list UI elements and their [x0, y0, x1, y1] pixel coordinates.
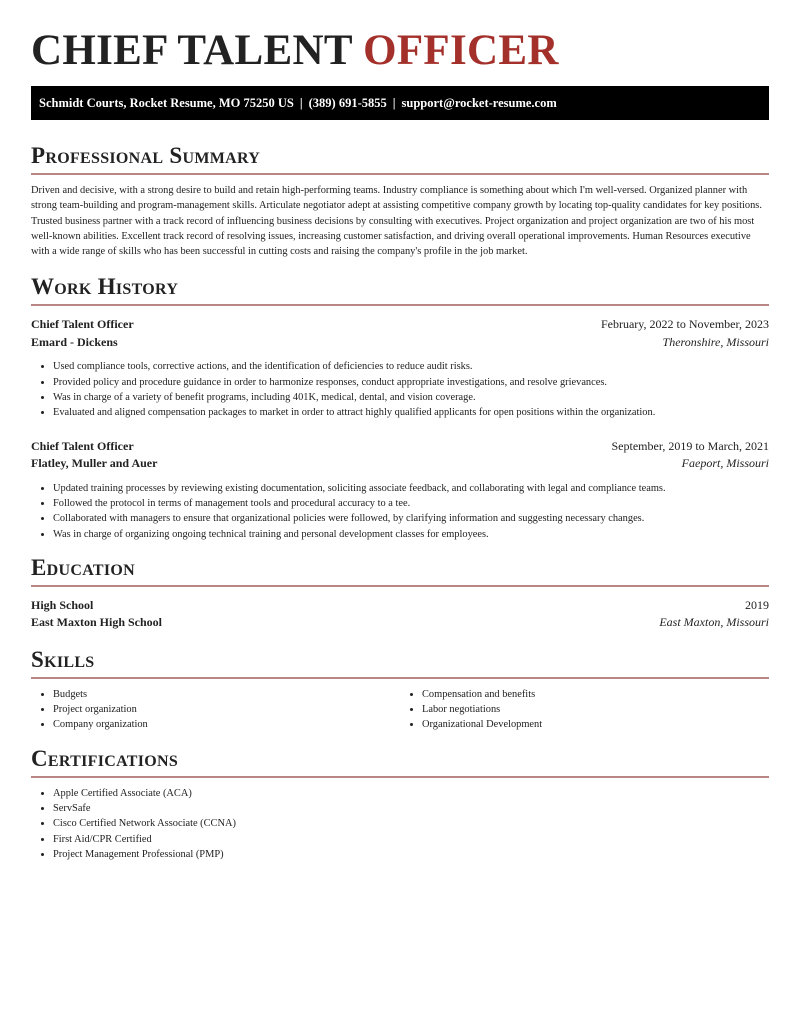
title-main: CHIEF TALENT [31, 27, 353, 74]
job-bullet: • Used compliance tools, corrective actions, and the identification of deficiencies to reduce audit risks. [53, 359, 769, 374]
certification-item: • First Aid/CPR Certified [53, 832, 769, 847]
job-bullet: • Was in charge of a variety of benefit programs, including 401K, medical, dental, and vision coverage. [53, 390, 769, 405]
contact-phone: (389) 691-5855 [308, 96, 387, 110]
separator: | [392, 96, 396, 110]
job-bullet: • Was in charge of organizing ongoing technical training and personal development classes for employees. [53, 527, 769, 542]
job-bullet: • Evaluated and aligned compensation packages to market in order to attract highly qualified applicants for open positions within the organization. [53, 405, 769, 420]
certifications-list [31, 786, 769, 862]
skill-item: • Budgets [53, 687, 400, 702]
skill-item: • Compensation and benefits [422, 687, 769, 702]
education-degree: High School [31, 597, 94, 612]
skills-list [31, 679, 769, 733]
education-school: East Maxton High School [31, 615, 163, 630]
skill-item: • Project organization [53, 702, 400, 717]
education-year: 2019 [745, 597, 769, 612]
divider [31, 585, 769, 587]
job-bullet: • Followed the protocol in terms of management tools and procedural accuracy to a tee. [53, 496, 769, 511]
certification-item: • Cisco Certified Network Associate (CCNA) [53, 816, 769, 831]
divider [31, 776, 769, 778]
divider [31, 304, 769, 306]
contact-bar [31, 86, 769, 120]
certification-item: • Apple Certified Associate (ACA) [53, 786, 769, 801]
divider [31, 173, 769, 175]
summary-heading: Professional Summary [31, 143, 261, 168]
certification-item: • Project Management Professional (PMP) [53, 847, 769, 862]
job-bullet: • Updated training processes by reviewing existing documentation, soliciting associate feedback, and collaborating with legal and compliance teams. [53, 481, 769, 496]
work-heading: Work History [31, 274, 179, 300]
resume-title [31, 0, 769, 74]
summary-text: Driven and decisive, with a strong desire to build and retain high-performing teams. Industry compliance is something about which I'm well-versed. Organized planner with strong team-building and program-management skills. Articulate negotiator adept at assisting competitive company growth by locating top-quality candidates for key positions. Trusted business partner with a track record of influencing business decisions by consulting with executives. Project organization and project organization are two of his most well-known abilities. Excellent track record of resolving issues, increasing customer satisfaction, and driving overall operational improvements. Human Resources executive with a wide range of skills who has been successful in cutting costs and raising the company's profile in the job market. [31, 185, 762, 258]
job-bullet: • Collaborated with managers to ensure that organizational policies were followed, by clarifying information and suggesting necessary changes. [53, 511, 769, 526]
job-bullet: • Provided policy and procedure guidance in order to harmonize responses, conduct appropriate investigations, and resolve grievances. [53, 375, 769, 390]
education-heading: Education [31, 554, 135, 580]
job-title: Chief Talent Officer [31, 438, 134, 453]
job-location: Faeport, Missouri [681, 456, 769, 471]
job-location: Theronshire, Missouri [662, 334, 769, 349]
job-company: Emard - Dickens [31, 334, 118, 349]
skill-item: • Company organization [53, 717, 400, 732]
job-entry [31, 438, 769, 542]
skills-column-left [31, 687, 400, 733]
certifications-heading: Certifications [31, 745, 179, 771]
job-dates: September, 2019 to March, 2021 [611, 438, 769, 453]
skills-heading: Skills [31, 646, 95, 672]
education-location: East Maxton, Missouri [659, 615, 769, 630]
job-bullets [31, 359, 769, 420]
education-entry [31, 597, 769, 632]
skills-column-right [400, 687, 769, 733]
skill-item: • Labor negotiations [422, 702, 769, 717]
job-bullets [31, 481, 769, 542]
skill-item: • Organizational Development [422, 717, 769, 732]
title-accent: OFFICER [363, 27, 559, 74]
job-dates: February, 2022 to November, 2023 [600, 317, 769, 332]
job-company: Flatley, Muller and Auer [31, 456, 158, 471]
contact-email[interactable]: support@rocket-resume.com [401, 96, 557, 110]
contact-address: Schmidt Courts, Rocket Resume, MO 75250 US [39, 96, 294, 110]
certification-item: • ServSafe [53, 801, 769, 816]
job-title: Chief Talent Officer [31, 317, 134, 332]
job-entry [31, 316, 769, 420]
separator: | [299, 96, 303, 110]
